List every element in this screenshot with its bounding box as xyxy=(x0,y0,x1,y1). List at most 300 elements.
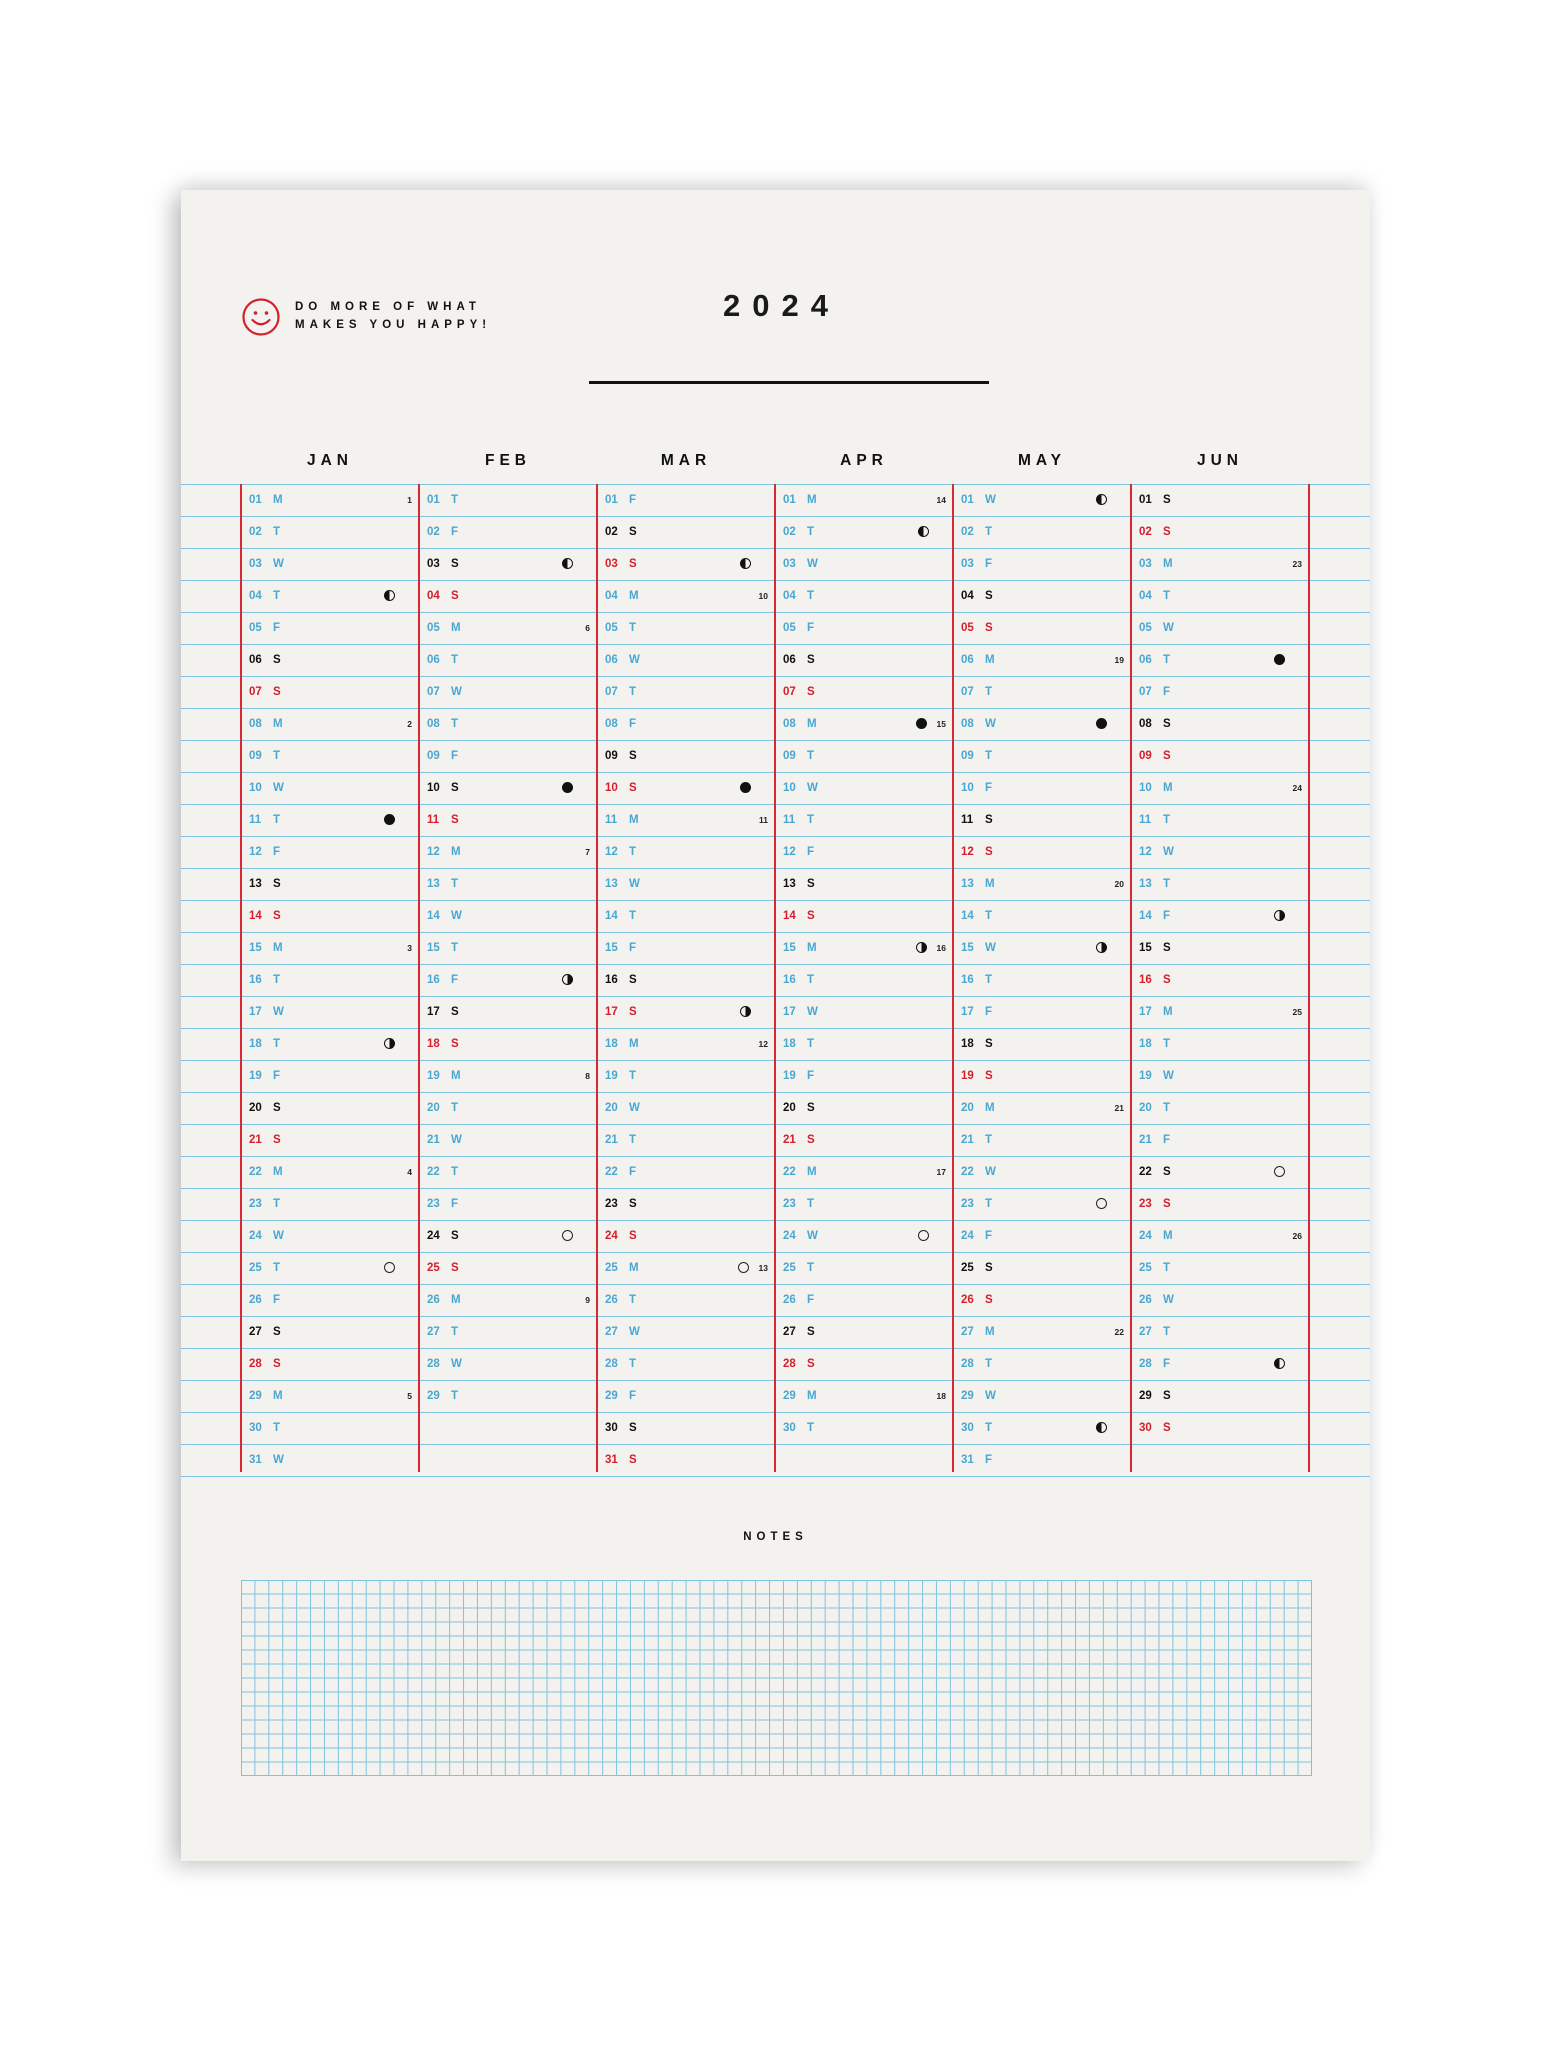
day-row[interactable] xyxy=(1131,1252,1309,1284)
day-row[interactable] xyxy=(775,1380,953,1412)
day-number: 07 xyxy=(249,686,262,698)
day-number: 23 xyxy=(249,1198,262,1210)
day-row[interactable] xyxy=(241,1444,419,1476)
day-row[interactable] xyxy=(953,1252,1131,1284)
day-row[interactable] xyxy=(419,612,597,644)
day-row[interactable] xyxy=(419,900,597,932)
day-row[interactable] xyxy=(597,740,775,772)
day-row[interactable] xyxy=(419,1348,597,1380)
day-row[interactable] xyxy=(241,1380,419,1412)
day-row[interactable] xyxy=(775,1284,953,1316)
weekday-letter: T xyxy=(273,590,281,602)
day-number: 01 xyxy=(961,494,974,506)
day-row[interactable] xyxy=(241,1252,419,1284)
day-number: 06 xyxy=(961,654,974,666)
weekday-letter: F xyxy=(629,494,637,506)
day-row[interactable] xyxy=(597,900,775,932)
day-row[interactable] xyxy=(597,1220,775,1252)
day-row[interactable] xyxy=(775,612,953,644)
day-row[interactable] xyxy=(241,1028,419,1060)
day-number: 27 xyxy=(605,1326,618,1338)
day-row[interactable] xyxy=(775,740,953,772)
day-number: 27 xyxy=(961,1326,974,1338)
day-row[interactable] xyxy=(597,548,775,580)
day-number: 01 xyxy=(1139,494,1152,506)
day-row[interactable] xyxy=(775,772,953,804)
day-row[interactable] xyxy=(419,516,597,548)
day-row[interactable] xyxy=(953,740,1131,772)
day-row[interactable] xyxy=(775,708,953,740)
day-row[interactable] xyxy=(419,1220,597,1252)
weekday-letter: S xyxy=(807,1326,815,1338)
weekday-letter: S xyxy=(1163,1166,1171,1178)
weekday-letter: T xyxy=(451,1166,459,1178)
day-number: 05 xyxy=(427,622,440,634)
weekday-letter: M xyxy=(629,1262,639,1274)
weekday-letter: T xyxy=(273,1198,281,1210)
day-row[interactable] xyxy=(775,1316,953,1348)
day-number: 02 xyxy=(783,526,796,538)
weekday-letter: T xyxy=(629,1134,637,1146)
weekday-letter: W xyxy=(629,1326,640,1338)
day-row[interactable] xyxy=(241,644,419,676)
day-row[interactable] xyxy=(241,516,419,548)
day-row[interactable] xyxy=(775,964,953,996)
day-row[interactable] xyxy=(241,836,419,868)
day-row[interactable] xyxy=(241,484,419,516)
day-number: 15 xyxy=(1139,942,1152,954)
day-row[interactable] xyxy=(419,740,597,772)
day-row[interactable] xyxy=(419,580,597,612)
day-number: 27 xyxy=(427,1326,440,1338)
day-row[interactable] xyxy=(953,516,1131,548)
day-row[interactable] xyxy=(1131,932,1309,964)
day-row[interactable] xyxy=(953,772,1131,804)
day-row[interactable] xyxy=(775,1156,953,1188)
day-row[interactable] xyxy=(953,836,1131,868)
day-row[interactable] xyxy=(953,1284,1131,1316)
day-row[interactable] xyxy=(1131,1412,1309,1444)
weekday-letter: M xyxy=(273,718,283,730)
day-row[interactable] xyxy=(241,804,419,836)
day-row[interactable] xyxy=(419,644,597,676)
day-number: 13 xyxy=(961,878,974,890)
weekday-letter: W xyxy=(985,1166,996,1178)
day-row[interactable] xyxy=(953,932,1131,964)
weekday-letter: W xyxy=(273,1454,284,1466)
day-row[interactable] xyxy=(1131,772,1309,804)
day-row[interactable] xyxy=(1131,740,1309,772)
day-number: 04 xyxy=(783,590,796,602)
day-row[interactable] xyxy=(775,1028,953,1060)
weekday-letter: F xyxy=(629,1166,637,1178)
month-divider xyxy=(1130,484,1132,1472)
day-row[interactable] xyxy=(241,1156,419,1188)
day-row[interactable] xyxy=(953,612,1131,644)
day-row[interactable] xyxy=(241,996,419,1028)
day-number: 14 xyxy=(605,910,618,922)
day-row[interactable] xyxy=(1131,1092,1309,1124)
day-row[interactable] xyxy=(419,1028,597,1060)
day-row[interactable] xyxy=(953,1316,1131,1348)
day-row[interactable] xyxy=(241,1188,419,1220)
day-row[interactable] xyxy=(419,1316,597,1348)
day-number: 04 xyxy=(427,590,440,602)
day-number: 09 xyxy=(961,750,974,762)
day-number: 28 xyxy=(1139,1358,1152,1370)
day-row[interactable] xyxy=(241,708,419,740)
day-row[interactable] xyxy=(241,900,419,932)
weekday-letter: M xyxy=(451,846,461,858)
day-row[interactable] xyxy=(241,1220,419,1252)
day-row[interactable] xyxy=(1131,964,1309,996)
day-row[interactable] xyxy=(419,836,597,868)
day-row[interactable] xyxy=(241,580,419,612)
day-row[interactable] xyxy=(775,1124,953,1156)
new-moon-icon xyxy=(916,718,927,729)
weekday-letter: M xyxy=(273,942,283,954)
first-moon-icon xyxy=(1096,942,1107,953)
day-row[interactable] xyxy=(597,1348,775,1380)
weekday-letter: T xyxy=(807,526,815,538)
weekday-letter: M xyxy=(807,1390,817,1402)
day-row[interactable] xyxy=(597,1316,775,1348)
day-row[interactable] xyxy=(1131,1284,1309,1316)
day-row[interactable] xyxy=(597,708,775,740)
day-number: 12 xyxy=(961,846,974,858)
day-row[interactable] xyxy=(241,740,419,772)
weekday-letter: W xyxy=(273,782,284,794)
weekday-letter: S xyxy=(629,558,637,570)
day-row[interactable] xyxy=(775,580,953,612)
weekday-letter: F xyxy=(985,782,993,794)
day-number: 17 xyxy=(249,1006,262,1018)
weekday-letter: S xyxy=(629,974,637,986)
day-row[interactable] xyxy=(1131,1156,1309,1188)
day-row[interactable] xyxy=(597,996,775,1028)
weekday-letter: T xyxy=(451,1390,459,1402)
day-row[interactable] xyxy=(1131,708,1309,740)
day-row[interactable] xyxy=(775,900,953,932)
day-number: 11 xyxy=(961,814,974,826)
day-number: 02 xyxy=(1139,526,1152,538)
day-row[interactable] xyxy=(775,1412,953,1444)
day-row[interactable] xyxy=(1131,900,1309,932)
day-row[interactable] xyxy=(953,484,1131,516)
day-row[interactable] xyxy=(597,1028,775,1060)
full-moon-icon xyxy=(738,1262,749,1273)
weekday-letter: T xyxy=(273,814,281,826)
day-row[interactable] xyxy=(1131,644,1309,676)
day-number: 02 xyxy=(605,526,618,538)
week-number: 19 xyxy=(1114,655,1124,665)
day-row[interactable] xyxy=(419,772,597,804)
day-row[interactable] xyxy=(419,1124,597,1156)
day-row[interactable] xyxy=(419,1060,597,1092)
day-row[interactable] xyxy=(597,612,775,644)
weekday-letter: F xyxy=(1163,910,1171,922)
day-row[interactable] xyxy=(241,676,419,708)
day-row[interactable] xyxy=(1131,1348,1309,1380)
day-row[interactable] xyxy=(241,1060,419,1092)
day-row[interactable] xyxy=(419,932,597,964)
day-number: 13 xyxy=(605,878,618,890)
day-number: 19 xyxy=(783,1070,796,1082)
day-number: 25 xyxy=(961,1262,974,1274)
day-row[interactable] xyxy=(1131,580,1309,612)
day-row[interactable] xyxy=(953,1188,1131,1220)
day-number: 21 xyxy=(605,1134,618,1146)
weekday-letter: F xyxy=(451,526,459,538)
day-row[interactable] xyxy=(419,1092,597,1124)
day-row[interactable] xyxy=(953,644,1131,676)
day-number: 07 xyxy=(961,686,974,698)
day-row[interactable] xyxy=(953,1060,1131,1092)
day-row[interactable] xyxy=(775,1092,953,1124)
day-row[interactable] xyxy=(953,868,1131,900)
day-row[interactable] xyxy=(419,548,597,580)
day-row[interactable] xyxy=(953,964,1131,996)
weekday-letter: S xyxy=(451,1038,459,1050)
day-row[interactable] xyxy=(597,1412,775,1444)
weekday-letter: S xyxy=(1163,1422,1171,1434)
day-row[interactable] xyxy=(953,1412,1131,1444)
day-row[interactable] xyxy=(597,1156,775,1188)
day-row[interactable] xyxy=(241,1124,419,1156)
weekday-letter: S xyxy=(1163,494,1171,506)
day-row[interactable] xyxy=(241,868,419,900)
day-row[interactable] xyxy=(597,1092,775,1124)
day-number: 24 xyxy=(1139,1230,1152,1242)
day-row[interactable] xyxy=(953,900,1131,932)
day-row[interactable] xyxy=(953,708,1131,740)
day-row[interactable] xyxy=(775,1348,953,1380)
day-row[interactable] xyxy=(597,772,775,804)
day-row[interactable] xyxy=(241,612,419,644)
day-row[interactable] xyxy=(241,1316,419,1348)
notes-grid[interactable] xyxy=(241,1580,1312,1776)
day-row[interactable] xyxy=(419,1252,597,1284)
weekday-letter: M xyxy=(451,1294,461,1306)
day-row[interactable] xyxy=(953,1348,1131,1380)
day-row[interactable] xyxy=(953,1156,1131,1188)
day-row[interactable] xyxy=(1131,1188,1309,1220)
day-number: 19 xyxy=(1139,1070,1152,1082)
day-number: 02 xyxy=(961,526,974,538)
day-row[interactable] xyxy=(1131,1220,1309,1252)
weekday-letter: W xyxy=(451,1358,462,1370)
day-row[interactable] xyxy=(1131,804,1309,836)
weekday-letter: T xyxy=(451,1326,459,1338)
day-row[interactable] xyxy=(1131,996,1309,1028)
day-row[interactable] xyxy=(597,932,775,964)
weekday-letter: T xyxy=(451,942,459,954)
day-row[interactable] xyxy=(1131,516,1309,548)
day-row[interactable] xyxy=(953,1220,1131,1252)
weekday-letter: T xyxy=(807,1262,815,1274)
weekday-letter: F xyxy=(451,974,459,986)
day-number: 17 xyxy=(427,1006,440,1018)
day-row[interactable] xyxy=(775,868,953,900)
day-row[interactable] xyxy=(597,836,775,868)
first-moon-icon xyxy=(740,1006,751,1017)
day-row[interactable] xyxy=(597,516,775,548)
day-row[interactable] xyxy=(1131,484,1309,516)
weekday-letter: T xyxy=(807,590,815,602)
day-row[interactable] xyxy=(597,804,775,836)
day-row[interactable] xyxy=(419,484,597,516)
day-row[interactable] xyxy=(241,964,419,996)
day-row[interactable] xyxy=(419,996,597,1028)
weekday-letter: T xyxy=(807,750,815,762)
weekday-letter: S xyxy=(451,590,459,602)
day-row[interactable] xyxy=(775,484,953,516)
day-number: 26 xyxy=(249,1294,262,1306)
day-row[interactable] xyxy=(775,836,953,868)
day-row[interactable] xyxy=(597,1060,775,1092)
day-row[interactable] xyxy=(1131,612,1309,644)
day-row[interactable] xyxy=(597,868,775,900)
day-row[interactable] xyxy=(597,676,775,708)
weekday-letter: T xyxy=(273,526,281,538)
day-row[interactable] xyxy=(241,1412,419,1444)
day-row[interactable] xyxy=(775,644,953,676)
weekday-letter: M xyxy=(985,878,995,890)
day-number: 14 xyxy=(249,910,262,922)
day-row[interactable] xyxy=(419,676,597,708)
weekday-letter: S xyxy=(451,814,459,826)
day-row[interactable] xyxy=(241,932,419,964)
weekday-letter: S xyxy=(1163,974,1171,986)
weekday-letter: T xyxy=(985,910,993,922)
day-row[interactable] xyxy=(953,548,1131,580)
day-row[interactable] xyxy=(775,1188,953,1220)
day-number: 07 xyxy=(783,686,796,698)
day-row[interactable] xyxy=(597,1188,775,1220)
day-row[interactable] xyxy=(775,548,953,580)
day-row[interactable] xyxy=(953,676,1131,708)
day-number: 14 xyxy=(783,910,796,922)
day-row[interactable] xyxy=(241,548,419,580)
day-number: 24 xyxy=(961,1230,974,1242)
day-number: 25 xyxy=(427,1262,440,1274)
day-row[interactable] xyxy=(419,804,597,836)
day-row[interactable] xyxy=(597,964,775,996)
day-row[interactable] xyxy=(953,1444,1131,1476)
day-row[interactable] xyxy=(419,1284,597,1316)
first-moon-icon xyxy=(384,1038,395,1049)
day-row[interactable] xyxy=(419,1156,597,1188)
day-row[interactable] xyxy=(1131,548,1309,580)
day-number: 07 xyxy=(605,686,618,698)
day-row[interactable] xyxy=(775,804,953,836)
month-divider xyxy=(240,484,242,1472)
weekday-letter: S xyxy=(629,1422,637,1434)
day-row[interactable] xyxy=(597,1444,775,1476)
day-row[interactable] xyxy=(1131,836,1309,868)
day-number: 13 xyxy=(427,878,440,890)
day-number: 23 xyxy=(961,1198,974,1210)
weekday-letter: T xyxy=(985,974,993,986)
day-number: 22 xyxy=(783,1166,796,1178)
day-number: 08 xyxy=(249,718,262,730)
day-row[interactable] xyxy=(775,516,953,548)
day-row[interactable] xyxy=(597,1284,775,1316)
day-number: 01 xyxy=(605,494,618,506)
weekday-letter: M xyxy=(273,494,283,506)
weekday-letter: S xyxy=(807,1134,815,1146)
day-row[interactable] xyxy=(953,804,1131,836)
day-number: 12 xyxy=(783,846,796,858)
day-row[interactable] xyxy=(597,1380,775,1412)
day-number: 10 xyxy=(1139,782,1152,794)
day-row[interactable] xyxy=(597,580,775,612)
weekday-letter: W xyxy=(273,1230,284,1242)
weekday-letter: T xyxy=(629,686,637,698)
day-row[interactable] xyxy=(953,580,1131,612)
day-number: 11 xyxy=(249,814,262,826)
weekday-letter: T xyxy=(1163,878,1171,890)
day-number: 08 xyxy=(1139,718,1152,730)
day-number: 30 xyxy=(783,1422,796,1434)
weekday-letter: W xyxy=(273,1006,284,1018)
day-row[interactable] xyxy=(419,708,597,740)
day-row[interactable] xyxy=(953,1124,1131,1156)
day-number: 12 xyxy=(249,846,262,858)
weekday-letter: W xyxy=(629,878,640,890)
week-number: 6 xyxy=(585,623,590,633)
day-row[interactable] xyxy=(953,996,1131,1028)
calendar-sheet xyxy=(181,190,1370,1861)
day-row[interactable] xyxy=(241,1348,419,1380)
day-row[interactable] xyxy=(1131,1380,1309,1412)
day-row[interactable] xyxy=(953,1092,1131,1124)
day-row[interactable] xyxy=(597,484,775,516)
day-row[interactable] xyxy=(775,676,953,708)
day-row[interactable] xyxy=(775,932,953,964)
weekday-letter: W xyxy=(273,558,284,570)
day-row[interactable] xyxy=(1131,1316,1309,1348)
week-number: 17 xyxy=(936,1167,946,1177)
day-row[interactable] xyxy=(953,1380,1131,1412)
day-row[interactable] xyxy=(419,1380,597,1412)
weekday-letter: W xyxy=(985,494,996,506)
day-row[interactable] xyxy=(1131,676,1309,708)
day-row[interactable] xyxy=(597,1124,775,1156)
day-number: 15 xyxy=(249,942,262,954)
day-row[interactable] xyxy=(597,644,775,676)
day-row[interactable] xyxy=(1131,868,1309,900)
day-row[interactable] xyxy=(597,1252,775,1284)
day-row[interactable] xyxy=(1131,1124,1309,1156)
day-number: 15 xyxy=(605,942,618,954)
day-row[interactable] xyxy=(419,1188,597,1220)
day-number: 10 xyxy=(249,782,262,794)
weekday-letter: T xyxy=(629,1294,637,1306)
day-row[interactable] xyxy=(775,1060,953,1092)
day-row[interactable] xyxy=(419,868,597,900)
day-row[interactable] xyxy=(953,1028,1131,1060)
day-row[interactable] xyxy=(775,1252,953,1284)
day-row[interactable] xyxy=(419,964,597,996)
day-row[interactable] xyxy=(241,1284,419,1316)
day-row[interactable] xyxy=(775,996,953,1028)
day-row[interactable] xyxy=(1131,1060,1309,1092)
day-row[interactable] xyxy=(241,772,419,804)
day-row[interactable] xyxy=(241,1092,419,1124)
day-row[interactable] xyxy=(1131,1028,1309,1060)
day-row[interactable] xyxy=(775,1220,953,1252)
